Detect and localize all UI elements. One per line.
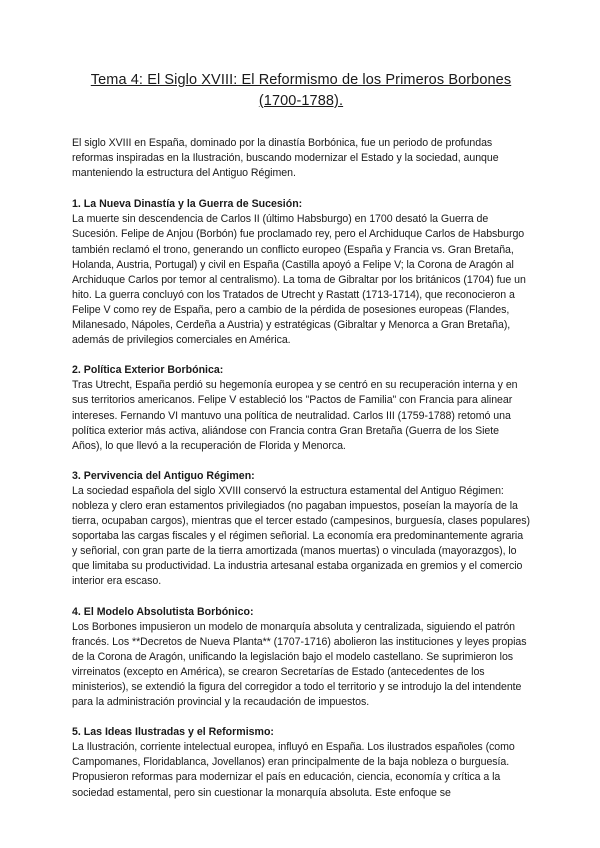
intro-paragraph: El siglo XVIII en España, dominado por la dinastía Borbónica, fue un periodo de profundas reformas inspiradas en la Ilustración, buscando modernizar el Estado y la sociedad, aunque manteniendo la estructura del Antiguo Régimen.	[72, 137, 499, 180]
section-body: Los Borbones impusieron un modelo de monarquía absoluta y centralizada, siguiendo el patrón francés. Los **Decretos de Nueva Planta** (1707-1716) abolieron las instituciones y leyes propias de la Corona de Aragón, unificando la legislación bajo el modelo castellano. Se suprimieron los virreinatos (excepto en América), se crearon Secretarías de Estado (antecedentes de los ministerios), se extendió la figura del corregidor a todo el territorio y se introdujo la del intendente para la administración provincial y la recaudación de impuestos.	[72, 620, 527, 709]
section-heading: 4. El Modelo Absolutista Borbónico:	[72, 605, 254, 618]
section-body: La sociedad española del siglo XVIII conservó la estructura estamental del Antiguo Régimen: nobleza y clero eran estamentos privilegiados (no pagaban impuestos, poseían la mayoría de la tierra, ocupaban cargos), mientras que el tercer estado (campesinos, burguesía, clases populares) soportaba las cargas fiscales y el régimen señorial. La economía era predominantemente agraria y señorial, con gran parte de la tierra amortizada (manos muertas) o vinculada (mayorazgos), lo que limitaba su productividad. La industria artesanal estaba organizada en gremios y el comercio interior era escaso.	[72, 484, 530, 588]
section-1	[72, 197, 530, 348]
document-title: Tema 4: El Siglo XVIII: El Reformismo de los Primeros Borbones (1700-1788).	[90, 72, 512, 109]
section-heading: 3. Pervivencia del Antiguo Régimen:	[72, 469, 255, 482]
section-body: La Ilustración, corriente intelectual europea, influyó en España. Los ilustrados españoles (como Campomanes, Floridablanca, Jovellanos) eran principalmente de la baja nobleza o burguesía. Propusieron reformas para modernizar el país en educación, ciencia, economía y crítica a la sociedad estamental, pero sin cuestionar la monarquía absoluta. Este enfoque se	[72, 741, 515, 799]
section-4	[72, 605, 530, 711]
section-heading: 2. Política Exterior Borbónica:	[72, 364, 224, 377]
section-body: Tras Utrecht, España perdió su hegemonía europea y se centró en su recuperación interna y en sus territorios americanos. Felipe V estableció los "Pactos de Familia" con Francia para alinear intereses. Fernando VI mantuvo una política de neutralidad. Carlos III (1759-1788) retomó una política exterior más activa, aliándose con Francia contra Gran Bretaña (Guerra de los Siete Años), lo que llevó a la recuperación de Florida y Menorca.	[72, 379, 518, 452]
section-5	[72, 725, 530, 800]
section-3	[72, 469, 530, 590]
section-body: La muerte sin descendencia de Carlos II (último Habsburgo) en 1700 desató la Guerra de Sucesión. Felipe de Anjou (Borbón) fue proclamado rey, pero el Archiduque Carlos de Habsburgo también reclamó el trono, generando un conflicto europeo (España y Francia vs. Gran Bretaña, Holanda, Austria, Portugal) y civil en España (Castilla apoyó a Felipe V; la Corona de Aragón al Archiduque Carlos por temor al centralismo). La toma de Gibraltar por los británicos (1704) fue un hito. La guerra concluyó con los Tratados de Utrecht y Rastatt (1713-1714), que reconocieron a Felipe V como rey de España, pero a cambio de la pérdida de posesiones europeas (Flandes, Milanesado, Nápoles, Cerdeña a Austria) y estratégicas (Gibraltar y Menorca a Gran Bretaña), además de privilegios comerciales en América.	[72, 213, 526, 347]
section-heading: 5. Las Ideas Ilustradas y el Reformismo:	[72, 726, 274, 739]
section-heading: 1. La Nueva Dinastía y la Guerra de Sucesión:	[72, 198, 303, 211]
section-2	[72, 363, 530, 454]
